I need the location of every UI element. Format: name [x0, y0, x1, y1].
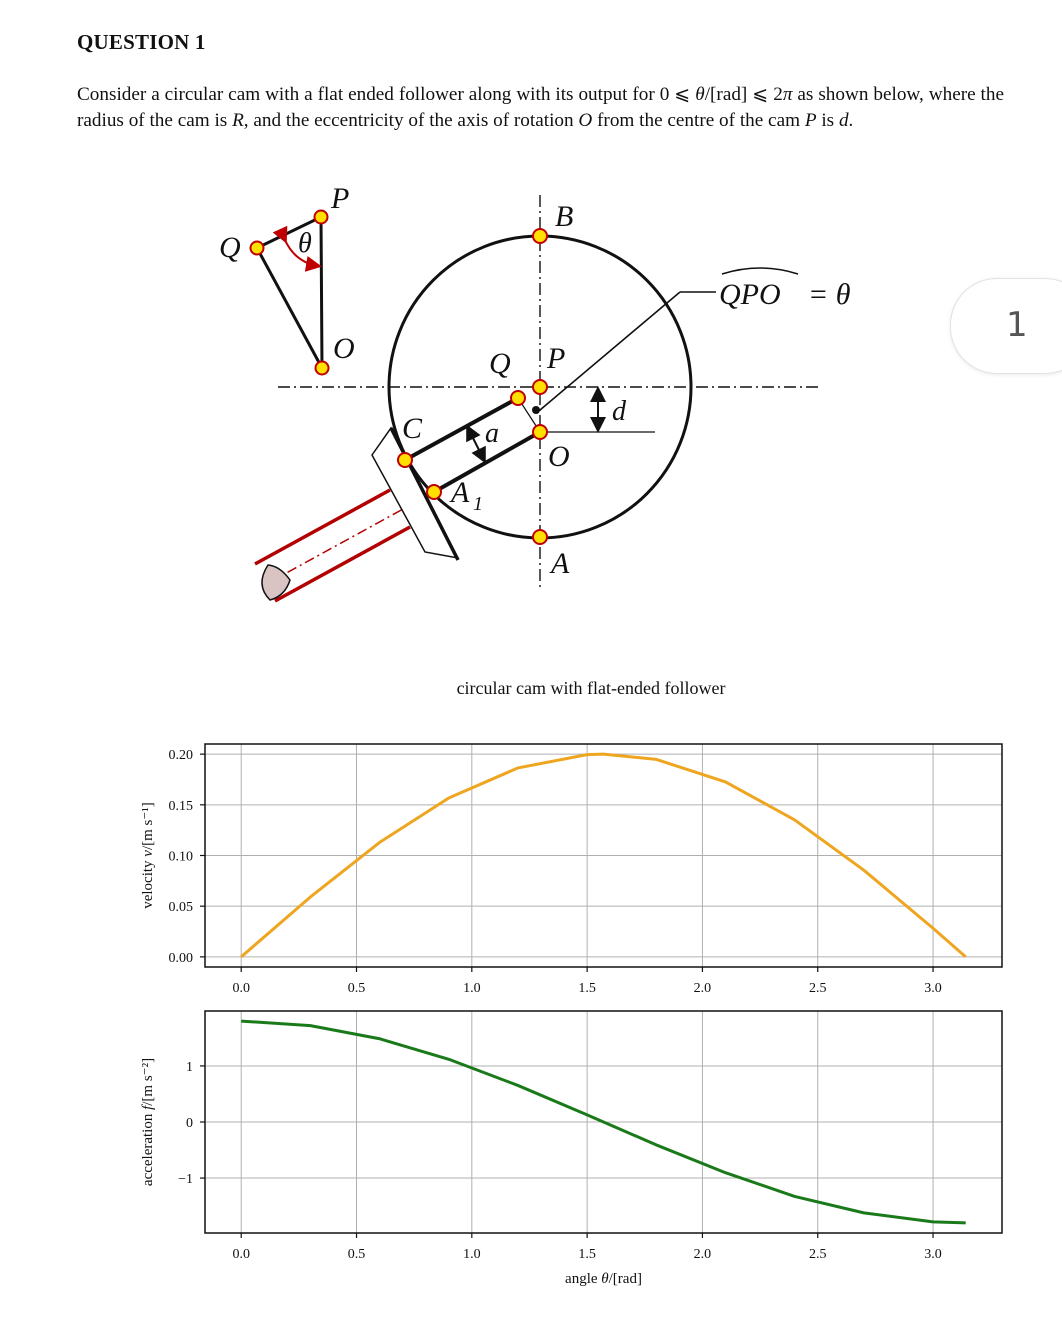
acceleration-x-tick-label: 1.0 [463, 1247, 481, 1262]
label-O: O [548, 440, 570, 473]
acceleration-y-tick-label: 0 [186, 1116, 193, 1131]
acceleration-x-tick-label: 0.0 [232, 1247, 250, 1262]
velocity-x-tick-label: 0.0 [232, 981, 250, 996]
label-angle-eq: = θ [808, 278, 851, 311]
acceleration-y-axis-label: acceleration f/[m s⁻²] [140, 1057, 156, 1187]
label-O-small: O [333, 332, 355, 365]
label-angle-QPO: QPO [719, 278, 781, 311]
velocity-y-tick-label: 0.10 [168, 849, 193, 865]
label-A1: A [451, 476, 470, 509]
velocity-y-tick-label: 0.20 [168, 748, 193, 764]
velocity-y-tick-label: 0.15 [168, 798, 193, 814]
velocity-y-tick-label: 0.05 [168, 900, 193, 916]
velocity-y-tick-label: 0.00 [168, 950, 193, 966]
acceleration-y-tick-label: −1 [178, 1172, 193, 1188]
label-Q: Q [489, 347, 511, 380]
label-theta-small: θ [298, 228, 312, 259]
question-title: QUESTION 1 [77, 30, 206, 54]
label-A1-subscript: 1 [473, 493, 483, 515]
velocity-x-tick-label: 2.0 [693, 981, 712, 996]
acceleration-x-tick-label: 3.0 [924, 1247, 942, 1262]
label-Q-small: Q [219, 231, 241, 264]
page-number: 1 [1006, 305, 1028, 345]
acceleration-x-tick-label: 2.5 [808, 1247, 827, 1262]
acceleration-x-tick-label: 2.0 [693, 1247, 712, 1262]
velocity-x-tick-label: 2.5 [808, 981, 827, 996]
velocity-x-tick-label: 1.0 [463, 981, 481, 996]
acceleration-x-tick-label: 1.5 [578, 1247, 596, 1262]
acceleration-x-tick-label: 0.5 [347, 1247, 366, 1262]
label-d: d [612, 396, 626, 427]
question-body: Consider a circular cam with a flat ended follower along with its output for 0 ⩽ θ/[rad] ⩽ 2π as shown below, where the radius of the cam is R, and the eccentricity of the axis of rotation O from the centre of the cam P is d. [77, 84, 1005, 131]
label-C: C [402, 412, 423, 445]
label-B: B [555, 200, 574, 233]
label-A: A [551, 547, 570, 580]
velocity-y-axis-label: velocity v/[m s⁻¹] [140, 802, 156, 909]
figure-caption: circular cam with flat-ended follower [456, 678, 726, 698]
label-a: a [485, 418, 499, 449]
acceleration-y-tick-label: 1 [186, 1059, 193, 1075]
velocity-x-tick-label: 1.5 [578, 981, 596, 996]
acceleration-x-axis-label: angle θ/[rad] [565, 1271, 642, 1287]
velocity-x-tick-label: 3.0 [924, 981, 942, 996]
velocity-x-tick-label: 0.5 [347, 981, 366, 996]
acceleration-ticks [178, 1060, 942, 1262]
label-P: P [547, 342, 566, 375]
label-P-small: P [331, 182, 350, 215]
